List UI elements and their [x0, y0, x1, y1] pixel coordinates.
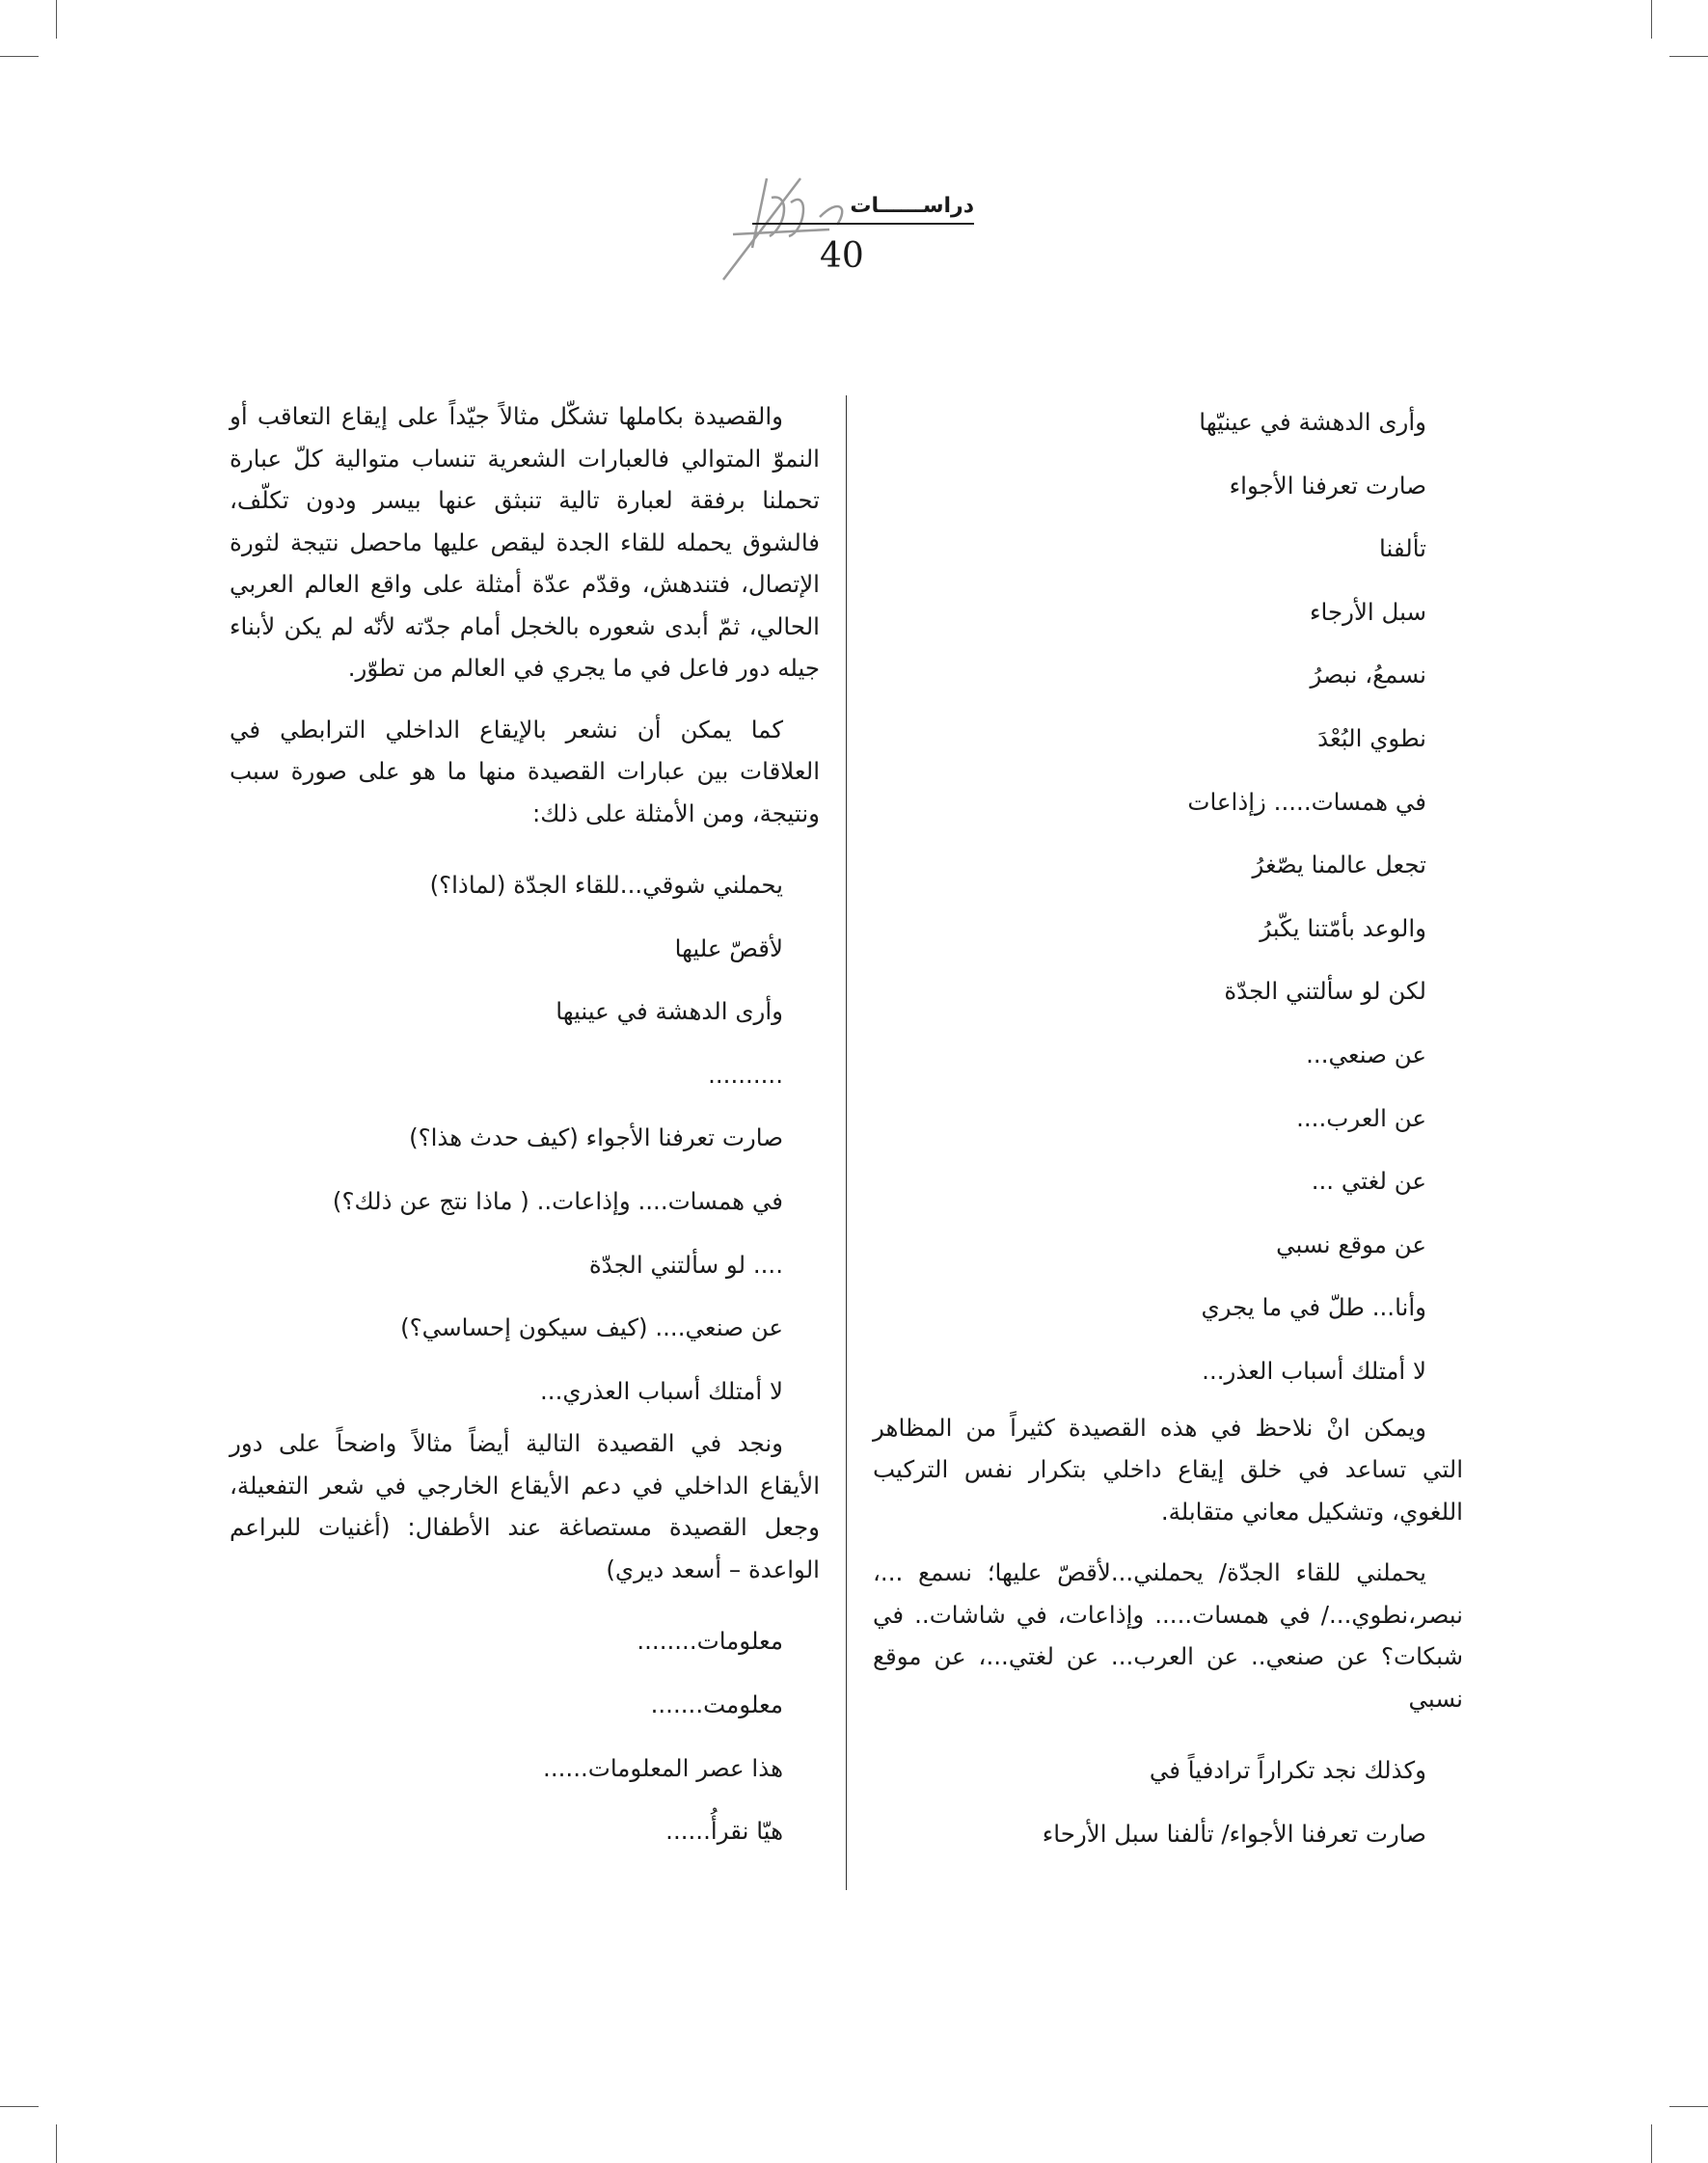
right-column [873, 391, 1463, 1865]
crop-mark [0, 2106, 39, 2107]
verse-line: هيّا نقرأُ...... [665, 1817, 783, 1846]
verse-line: نسمعُ، نبصرُ [1310, 661, 1426, 689]
verse-line: هذا عصر المعلومات...... [543, 1753, 783, 1782]
verse-line: في همسات.... وإذاعات.. ( ماذا نتج عن ذلك؟) [332, 1186, 783, 1215]
verse-line: عن العرب.... [1296, 1103, 1426, 1132]
verse-line: وأرى الدهشة في عينيها [556, 997, 783, 1026]
verse-line: معلومت....... [650, 1690, 783, 1718]
crop-mark [1669, 2106, 1708, 2107]
verse-line: سبل الأرجاء [1309, 597, 1426, 626]
verse-line: صارت تعرفنا الأجواء (كيف حدث هذا؟) [409, 1123, 783, 1152]
crop-mark [1651, 2124, 1652, 2163]
verse-line: وأرى الدهشة في عينيّها [1199, 408, 1426, 436]
verse-line: .......... [708, 1060, 783, 1089]
page-number: 40 [820, 236, 864, 276]
verse-line: تجعل عالمنا يصّغرُ [1252, 851, 1426, 879]
verse-line: .... لو سألتني الجدّة [588, 1250, 783, 1279]
verse-line: والوعد بأمّتنا يكّبرُ [1260, 913, 1426, 942]
header-rule [752, 223, 974, 225]
verse-line: صارت تعرفنا الأجواء [1229, 471, 1426, 500]
verse-line: عن لغتي ... [1311, 1167, 1426, 1196]
verse-line: عن صنعي.... (كيف سيكون إحساسي؟) [400, 1313, 783, 1342]
crop-mark [1669, 56, 1708, 57]
verse-line: وأنا... طلّ في ما يجري [1201, 1293, 1426, 1322]
body-paragraph: والقصيدة بكاملها تشكّل مثالاً جيّداً على إيقاع التعاقب أو النموّ المتوالي فالعبارات الشعرية تنساب متوالية كلّ عبارة تحملنا برفقة لعبارة تالية تنبثق عنها بيسر ودون تكلّف، فالشوق يحمله للقاء الجدة ليقص عليها ماحصل نتيجة لثورة الإتصال، فتندهش، وقدّم عدّة أمثلة على واقع العالم العربي الحالي، ثمّ أبدى شعوره بالخجل أمام جدّته لأنّه لم يكن لأبناء جيله دور فاعل في ما يجري في العالم من تطوّر. [230, 402, 820, 682]
column-divider [846, 395, 847, 1890]
verse-line: عن موقع نسبي [1276, 1230, 1426, 1258]
verse-line: في همسات..... زإذاعات [1187, 787, 1426, 816]
verse-line: لا أمتلك أسباب العذر... [1202, 1356, 1426, 1385]
verse-line: يحملني شوقي...للقاء الجدّة (لماذا؟) [429, 871, 783, 899]
verse-line: لكن لو سألتني الجدّة [1224, 977, 1426, 1006]
page-header [694, 140, 984, 284]
left-column [230, 395, 820, 1863]
verse-line: نطوي البُعْدَ [1317, 723, 1426, 752]
body-paragraph: ونجد في القصيدة التالية أيضاً مثالاً واضحاً على دور الأيقاع الداخلي في دعم الأيقاع الخارجي في شعر التفعيلة، وجعل القصيدة مستصاغة عند الأطفال: (أغنيات للبراعم الواعدة – أسعد ديري) [230, 1429, 820, 1583]
verse-line: وكذلك نجد تكراراً ترادفياً في [1149, 1756, 1426, 1784]
verse-line: عن صنعي... [1306, 1040, 1426, 1068]
verse-line: تألفنا [1379, 534, 1426, 563]
section-title: دراســــــات [850, 194, 974, 218]
verse-line: لأقصّ عليها [674, 933, 783, 962]
body-paragraph: يحملني للقاء الجدّة/ يحملني...لأقصّ عليها؛ نسمع ...، نبصر،نطوي.../ في همسات..... وإذاعات، في شاشات.. في شبكات؟ عن صنعي.. عن العرب... عن لغتي...، عن موقع نسبي [873, 1558, 1463, 1713]
verse-line: لا أمتلك أسباب العذري... [540, 1376, 783, 1405]
crop-mark [56, 0, 57, 39]
crop-mark [56, 2124, 57, 2163]
crop-mark [0, 56, 39, 57]
body-paragraph: ويمكن انْ نلاحظ في هذه القصيدة كثيراً من المظاهر التي تساعد في خلق إيقاع داخلي بتكرار نفس التركيب اللغوي، وتشكيل معاني متقابلة. [873, 1413, 1463, 1526]
crop-mark [1651, 0, 1652, 39]
body-paragraph: كما يمكن أن نشعر بالإيقاع الداخلي الترابطي في العلاقات بين عبارات القصيدة منها ما هو على صورة سبب ونتيجة، ومن الأمثلة على ذلك: [230, 715, 820, 827]
verse-line: صارت تعرفنا الأجواء/ تألفنا سبل الأرحاء [1042, 1819, 1426, 1848]
verse-line: معلومات........ [637, 1627, 783, 1656]
